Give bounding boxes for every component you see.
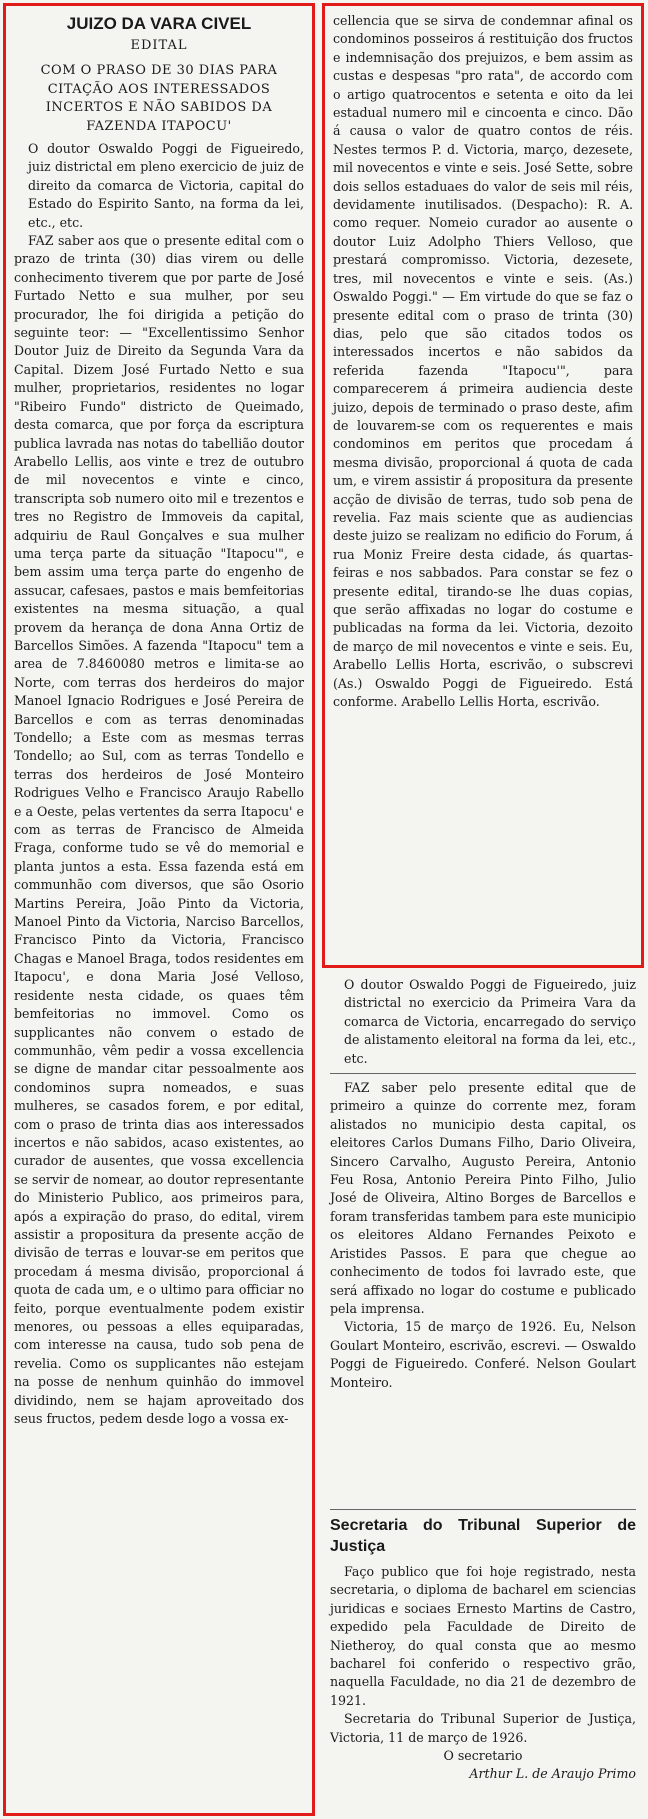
divider (330, 1509, 636, 1510)
tribunal-closing: Secretaria do Tribunal Superior de Justiça, Victoria, 11 de março de 1926. (330, 1711, 636, 1745)
electoral-intro: O doutor Oswaldo Poggi de Figueiredo, juiz districtal no exercicio da Primeira Vara da comarca de Victoria, encarregado do serviço de alistamento eleitoral na forma da lei, etc., etc. (344, 977, 636, 1066)
left-column-edital (3, 3, 315, 1816)
edital-headline: COM O PRASO DE 30 DIAS PARA CITAÇÃO AOS INTERESSADOS INCERTOS E NÃO SABIDOS DA FAZENDA ITAPOCU' (40, 63, 278, 134)
secretary-role: O secretario (443, 1748, 523, 1764)
edital-subtitle: EDITAL (130, 38, 188, 53)
divider (330, 1073, 636, 1074)
secretary-signature: Arthur L. de Araujo Primo (469, 1766, 636, 1782)
tribunal-heading: Secretaria do Tribunal Superior de Justiça (330, 1517, 636, 1555)
tribunal-body: Faço publico que foi hoje registrado, nesta secretaria, o diploma de bacharel em sciencias juridicas e sociaes Ernesto Martins de Castro, expedido pela Faculdade de Direito de Nietheroy, do qual consta que ao mesmo bacharel foi conferido o respectivo grão, naquella Faculdade, no dia 21 de dezembro de 1921. (330, 1564, 636, 1708)
edital-body: FAZ saber aos que o presente edital com o prazo de trinta (30) dias virem ou delle conhecimento tiverem que por parte de José Furtado Netto e sua mulher, por seu procurador, lhe foi dirigida a petição do seguinte teor: — "Excellentissimo Senhor Doutor Juiz de Direito da Segunda Vara da Capital. Dizem José Furtado Netto e sua mulher, proprietarios, residentes no logar "Ribeiro Fundo" districto de Queimado, desta comarca, que por força da escriptura publica lavrada nas notas do tabellião doutor Arabello Lellis, aos vinte e trez de outubro de mil novecentos e vinte e cinco, transcripta sob numero oito mil e trezentos e tres no Registro de Immoveis da capital, adquiriu de Raul Gonçalves e sua mulher uma terça parte da situação "Itapocu'", e bem assim uma terça parte do engenho de assucar, cafesaes, pastos e mais bemfeitorias existentes na mesma situação, a qual provem da herança de dona Anna Ortiz de Barcellos Simões. A fazenda "Itapocu" tem a area de 7.8460080 metros e limita-se ao Norte, com terras dos herdeiros do major Manoel Ignacio Rodrigues e José Pereira de Barcellos e com as terras denominadas Tondello; a Este com as mesmas terras Tondello; ao Sul, com as terras Tondello e terras dos herdeiros de José Monteiro Rodrigues Velho e Francisco Araujo Rabello e a Oeste, pelas vertentes da serra Itapocu' e com as terras de Francisco de Almeida Fraga, conforme tudo se vê do memorial e planta juntos a esta. Essa fazenda está em communhão com diversos, que são Osorio Martins Pereira, João Pinto da Victoria, Manoel Pinto da Victoria, Narciso Barcellos, Francisco Pinto da Victoria, Francisco Chagas e Manoel Braga, todos residentes em Itapocu', e dona Maria José Velloso, residente nesta cidade, os quaes têm bemfeitorias no immovel. Como os supplicantes não convem o estado de communhão, vêm pedir a vossa excellencia se digne de mandar citar pessoalmente aos condominos supra nomeados, e suas mulheres, se casados forem, e por edital, com o praso de trinta dias aos interessados incertos e não sabidos, acaso existentes, ao curador de ausentes, que vossa excellencia se servir de nomear, ao doutor representante do Ministerio Publico, aos primeiros para, após a expiração do praso, do edital, virem assistir a propositura da presente acção de divisão de terras e louvar-se em peritos que procedam á mesma divisão, proporcional á quota de cada um, e o ultimo para officiar no feito, porque eventualmente podem existir menores, ou pessoas a elles equiparadas, com interesse na causa, tudo sob pena de revelia. Como os supplicantes não estejam na posse de nenhum quinhão do immovel dividindo, nem se hajam aproveitado dos seus fructos, pedem desde logo a vossa ex- (14, 233, 304, 1427)
edital-continuation-text: cellencia que se sirva de condemnar afinal os condominos posseiros á restituição dos fructos e indemnisação dos prejuizos, e bem assim as custas e despesas "pro rata", de accordo com o artigo quatrocentos e setenta e oito da lei estadual numero mil e cincoenta e cinco. Dão á causa o valor de quatro contos de réis. Nestes termos P. d. Victoria, março, dezesete, mil novecentos e vinte e seis. José Sette, sobre dois sellos estaduaes do valor de seis mil réis, devidamente inutilisados. (Despacho): R. A. como requer. Nomeio curador ao ausente o doutor Luiz Adolpho Thiers Velloso, que prestará compromisso. Victoria, dezesete, tres, mil novecentos e vinte e seis. (As.) Oswaldo Poggi." — Em virtude do que se faz o presente edital com o praso de trinta (30) dias, pelo que são citados todos os interessados incertos e não sabidos da referida fazenda "Itapocu'", para comparecerem á primeira audiencia deste juizo, depois de terminado o praso deste, afim de louvarem-se com os requerentes e mais condominos em peritos que procedam á mesma divisão, proporcional á quota de cada um, e virem assistir á propositura da presente acção de divisão de terras, tudo sob pena de revelia. Faz mais sciente que as audiencias deste juizo se realizam no edificio do Forum, á rua Moniz Freire desta cidade, ás quartas-feiras e nos sabbados. Para constar se fez o presente edital, tirando-se lhe duas copias, que serão affixadas no logar do costume e publicadas na forma da lei. Victoria, dezoito de março de mil novecentos e vinte e seis. Eu, Arabello Lellis Horta, escrivão, o subscrevi (As.) Oswaldo Poggi de Figueiredo. Está conforme. Arabello Lellis Horta, escrivão. (333, 13, 633, 710)
judge-intro: O doutor Oswaldo Poggi de Figueiredo, juiz districtal em pleno exercicio de juiz de direito da comarca de Victoria, capital do Estado do Espirito Santo, na forma da lei, etc., etc. (28, 141, 304, 230)
tribunal-notice (322, 1503, 644, 1816)
right-column-continuation (322, 3, 644, 968)
section-title: JUIZO DA VARA CIVEL (66, 14, 252, 33)
electoral-body: FAZ saber pelo presente edital que de primeiro a quinze do corrente mez, foram alistados no municipio desta capital, os eleitores Carlos Dumans Filho, Dario Oliveira, Sincero Carvalho, Augusto Pereira, Antonio Feu Rosa, Antonio Pereira Pinto Filho, Julio José de Oliveira, Altino Borges de Barcellos e foram transferidas tambem para este municipio os eleitores Aldano Fernandes Peixoto e Aristides Passos. E para que chegue ao conhecimento de todos foi lavrado este, que será affixado no logar do costume e publicado pela imprensa. (330, 1080, 636, 1316)
electoral-closing: Victoria, 15 de março de 1926. Eu, Nelson Goulart Monteiro, escrivão, escrevi. — Oswaldo Poggi de Figueiredo. Conferé. Nelson Goulart Monteiro. (330, 1319, 636, 1390)
electoral-edital (322, 972, 644, 1500)
